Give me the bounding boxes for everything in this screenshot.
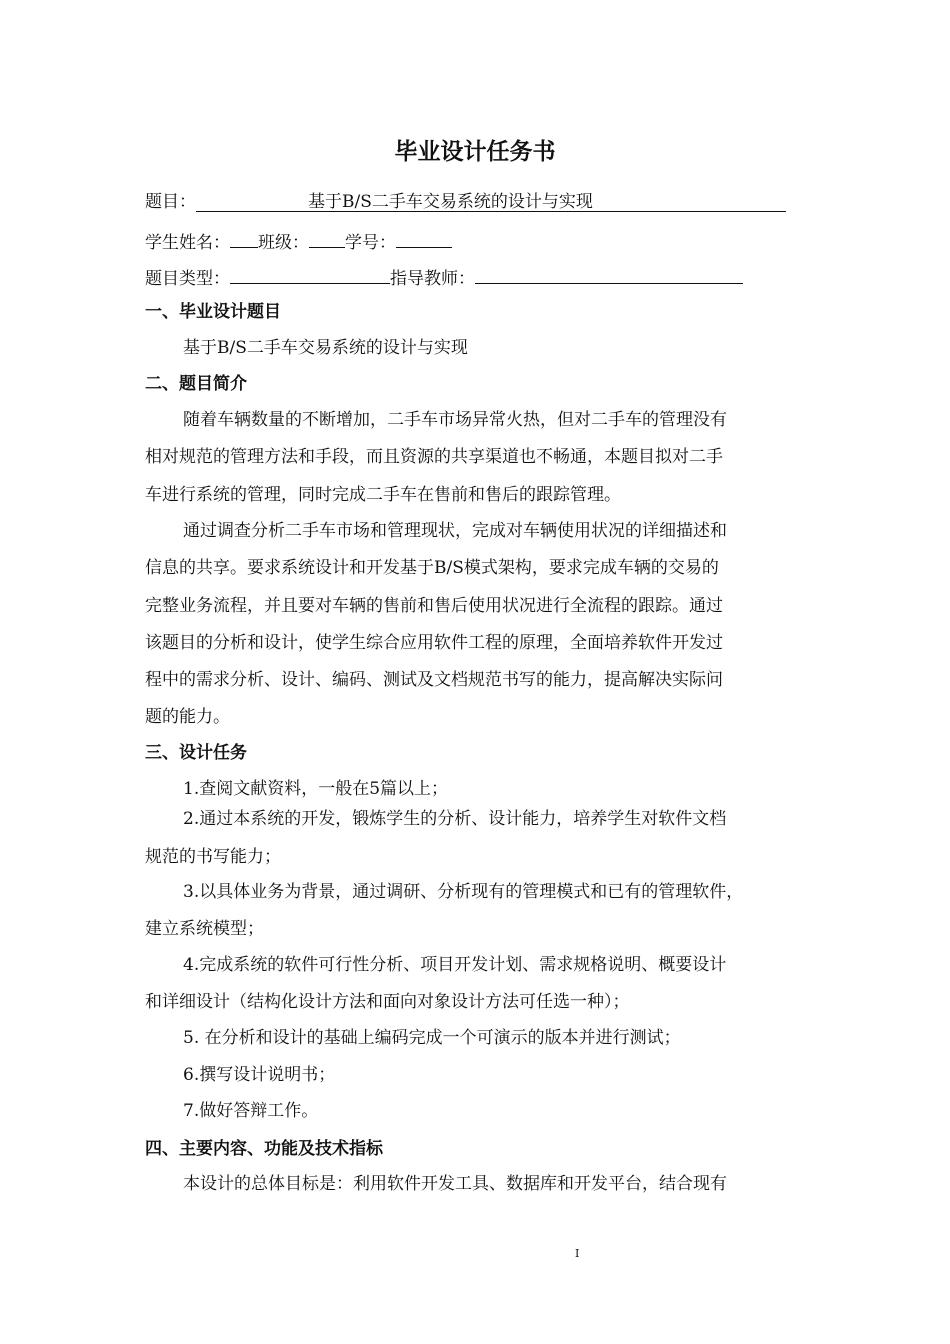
paragraph-line: 车进行系统的管理，同时完成二手车在售前和售后的跟踪管理。 (145, 485, 621, 505)
advisor-label: 指导教师： (390, 269, 475, 289)
task-item: 和详细设计（结构化设计方法和面向对象设计方法可任选一种）； (145, 992, 630, 1012)
paragraph-line: 通过调查分析二手车市场和管理现状，完成对车辆使用状况的详细描述和 (183, 521, 727, 541)
student-info-row (145, 229, 452, 254)
class-blank (309, 229, 345, 248)
task-item: 7.做好答辩工作。 (183, 1101, 319, 1121)
topic-type-blank (230, 265, 390, 284)
section-1-heading: 一、毕业设计题目 (145, 302, 281, 322)
paragraph-line: 随着车辆数量的不断增加，二手车市场异常火热，但对二手车的管理没有 (183, 410, 727, 430)
paragraph-line: 题的能力。 (145, 707, 230, 727)
section-4-text: 本设计的总体目标是：利用软件开发工具、数据库和开发平台，结合现有 (183, 1174, 727, 1194)
type-advisor-row (145, 265, 743, 290)
task-item: 建立系统模型； (145, 919, 264, 939)
paragraph-line: 完整业务流程，并且要对车辆的售前和售后使用状况进行全流程的跟踪。通过 (145, 596, 723, 616)
section-1-text: 基于B/S二手车交易系统的设计与实现 (183, 338, 468, 358)
task-item: 5. 在分析和设计的基础上编码完成一个可演示的版本并进行测试； (183, 1028, 681, 1048)
task-item: 1.查阅文献资料，一般在5篇以上； (183, 779, 449, 799)
advisor-blank (475, 265, 743, 284)
section-4-heading: 四、主要内容、功能及技术指标 (145, 1139, 383, 1159)
topic-type-label: 题目类型： (145, 269, 230, 289)
page-number: I (575, 1247, 580, 1260)
paragraph-line: 该题目的分析和设计，使学生综合应用软件工程的原理，全面培养软件开发过 (145, 633, 723, 653)
task-item: 2.通过本系统的开发，锻炼学生的分析、设计能力，培养学生对软件文档 (183, 809, 727, 829)
topic-underline (196, 193, 786, 212)
topic-field (145, 191, 786, 213)
class-label: 班级： (258, 233, 309, 253)
student-name-blank (230, 229, 258, 248)
topic-label: 题目： (145, 192, 196, 212)
student-no-label: 学号： (345, 233, 396, 253)
section-3-heading: 三、设计任务 (145, 743, 247, 763)
task-item: 3.以具体业务为背景，通过调研、分析现有的管理模式和已有的管理软件， (183, 882, 744, 902)
paragraph-line: 程中的需求分析、设计、编码、测试及文档规范书写的能力，提高解决实际问 (145, 670, 723, 690)
task-item: 4.完成系统的软件可行性分析、项目开发计划、需求规格说明、概要设计 (183, 955, 727, 975)
paragraph-line: 相对规范的管理方法和手段，而且资源的共享渠道也不畅通，本题目拟对二手 (145, 447, 723, 467)
student-no-blank (396, 229, 452, 248)
topic-value: 基于B/S二手车交易系统的设计与实现 (308, 192, 593, 212)
task-item: 6.撰写设计说明书； (183, 1065, 336, 1085)
paragraph-line: 信息的共享。要求系统设计和开发基于B/S模式架构，要求完成车辆的交易的 (145, 558, 719, 578)
task-item: 规范的书写能力； (145, 847, 281, 867)
student-name-label: 学生姓名： (145, 233, 230, 253)
section-2-heading: 二、题目简介 (145, 374, 247, 394)
page-title: 毕业设计任务书 (394, 139, 556, 165)
